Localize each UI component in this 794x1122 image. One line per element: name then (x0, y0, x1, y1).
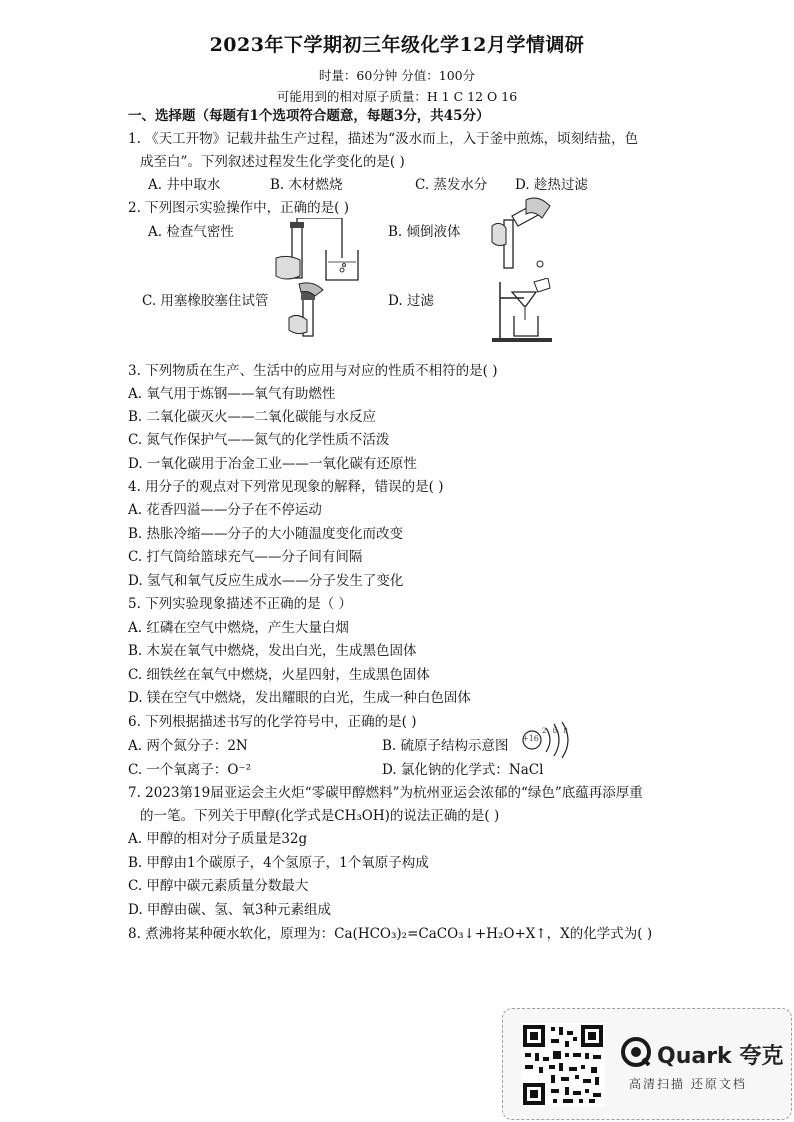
section-heading: 一、选择题（每题有1个选项符合题意，每题3分，共45分） (128, 108, 490, 124)
q3-option-b: B. 二氧化碳灭火——二氧化碳能与水反应 (128, 409, 377, 425)
q5-stem: 5. 下列实验现象描述不正确的是（ ） (128, 596, 352, 612)
q2-option-a: A. 检查气密性 (148, 224, 234, 240)
atom-shell-label: 2 8 8 (542, 727, 570, 735)
q7-option-c: C. 甲醇中碳元素质量分数最大 (128, 878, 309, 894)
q4-option-b: B. 热胀冷缩——分子的大小随温度变化而改变 (128, 526, 404, 542)
q6-option-c: C. 一个氧离子：O⁻² (128, 762, 252, 778)
q1-stem-line2: 成至白”。下列叙述过程发生化学变化的是( ) (140, 154, 405, 170)
q4-option-d: D. 氢气和氧气反应生成水——分子发生了变化 (128, 573, 404, 589)
q3-stem: 3. 下列物质在生产、生活中的应用与对应的性质不相符的是( ) (128, 363, 498, 379)
q5-option-c: C. 细铁丝在氧气中燃烧，火星四射，生成黑色固体 (128, 667, 430, 683)
q7-option-b: B. 甲醇由1个碳原子，4个氢原子，1个氧原子构成 (128, 855, 429, 871)
q6-option-a: A. 两个氮分子：2N (128, 738, 248, 754)
quark-brand-name: Quark 夸克 (657, 1044, 784, 1069)
q1-option-a: A. 井中取水 (148, 177, 221, 193)
atom-nucleus-label: +16 (522, 734, 539, 743)
q2-option-d: D. 过滤 (388, 293, 434, 309)
filtration-figure (490, 278, 556, 344)
q4-stem: 4. 用分子的观点对下列常见现象的解释，错误的是( ) (128, 479, 444, 495)
q6-option-b: B. 硫原子结构示意图 (382, 738, 509, 754)
exam-title: 2023年下学期初三年级化学12月学情调研 (209, 34, 585, 56)
quark-watermark-card (502, 1008, 792, 1120)
q5-option-d: D. 镁在空气中燃烧，发出耀眼的白光，生成一种白色固体 (128, 690, 471, 706)
q6-option-d: D. 氯化钠的化学式：NaCl (382, 762, 544, 778)
q1-option-d: D. 趁热过滤 (515, 177, 588, 193)
q3-option-c: C. 氮气作保护气——氮气的化学性质不活泼 (128, 432, 390, 448)
q2-option-c: C. 用塞橡胶塞住试管 (142, 293, 269, 309)
qr-code-icon (521, 1023, 605, 1107)
q1-option-c: C. 蒸发水分 (415, 177, 488, 193)
q5-option-a: A. 红磷在空气中燃烧，产生大量白烟 (128, 620, 349, 636)
q7-option-a: A. 甲醇的相对分子质量是32g (128, 831, 308, 847)
q7-stem-line1: 7. 2023第19届亚运会主火炬“零碳甲醇燃料”为杭州亚运会浓郁的“绿色”底蕴再添厚重 (128, 785, 643, 801)
q8-stem: 8. 煮沸将某种硬水软化，原理为：Ca(HCO₃)₂=CaCO₃↓+H₂O+X↑，X的化学式为( ) (128, 926, 653, 942)
airtightness-figure (270, 218, 360, 290)
q1-option-b: B. 木材燃烧 (270, 177, 343, 193)
pouring-liquid-figure (490, 196, 560, 276)
q4-option-c: C. 打气筒给篮球充气——分子间有间隔 (128, 549, 363, 565)
q7-stem-line2: 的一笔。下列关于甲醇(化学式是CH₃OH)的说法正确的是( ) (140, 808, 500, 824)
atomic-mass-line: 可能用到的相对原子质量：H 1 C 12 O 16 (276, 89, 518, 104)
q2-option-b: B. 倾倒液体 (388, 224, 461, 240)
q7-option-d: D. 甲醇由碳、氢、氧3种元素组成 (128, 902, 332, 918)
q4-option-a: A. 花香四溢——分子在不停运动 (128, 502, 322, 518)
rubber-stopper-figure (285, 282, 335, 338)
q5-option-b: B. 木炭在氧气中燃烧，发出白光，生成黑色固体 (128, 643, 417, 659)
q6-stem: 6. 下列根据描述书写的化学符号中，正确的是( ) (128, 714, 417, 730)
quark-slogan: 高清扫描 还原文档 (629, 1077, 747, 1091)
q3-option-a: A. 氧气用于炼钢——氧气有助燃性 (128, 386, 336, 402)
quark-logo-icon (621, 1037, 651, 1067)
q1-stem-line1: 1. 《天工开物》记载井盐生产过程，描述为“汲水而上，入于釜中煎炼，顷刻结盐，色 (128, 131, 639, 147)
time-score-line: 时量：60分钟 分值：100分 (318, 68, 476, 83)
q2-stem: 2. 下列图示实验操作中，正确的是( ) (128, 200, 349, 216)
q3-option-d: D. 一氧化碳用于冶金工业——一氧化碳有还原性 (128, 456, 417, 472)
